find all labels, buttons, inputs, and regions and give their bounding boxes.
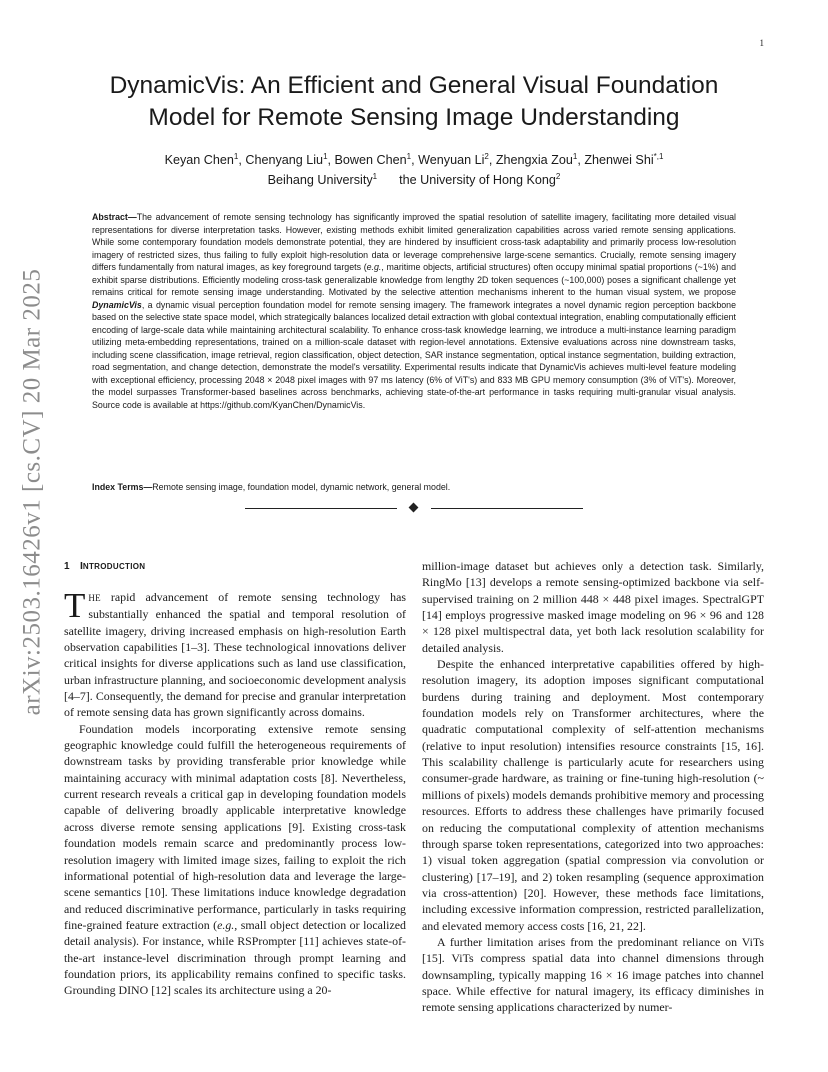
section-heading-introduction — [64, 558, 406, 575]
author-affil-mark: 1 — [406, 152, 412, 161]
abstract — [92, 211, 736, 411]
index-terms-text: Remote sensing image, foundation model, dynamic network, general model. — [152, 482, 451, 492]
author-affil-mark: 1 — [233, 152, 239, 161]
author-affil-mark: 1 — [323, 152, 328, 161]
author: Zhengxia Zou — [495, 153, 573, 167]
arxiv-identifier: arXiv:2503.16426v1 [cs.CV] 20 Mar 2025 — [18, 268, 46, 716]
paper-title — [64, 70, 764, 134]
arxiv-watermark — [12, 268, 52, 716]
left-column — [64, 558, 406, 999]
affiliation-mark: 2 — [555, 172, 561, 181]
affiliation: Beihang University — [267, 173, 373, 187]
page-number: 1 — [759, 38, 764, 48]
author-affil-mark: 2 — [484, 152, 489, 161]
author-affil-mark: 1 — [572, 152, 578, 161]
intro-paragraph-2-eg: e.g., — [217, 917, 238, 932]
right-column — [422, 558, 764, 1016]
title-line-1: DynamicVis: An Efficient and General Visual Foundation — [109, 72, 719, 99]
drop-cap-smallcaps: HE — [88, 593, 101, 603]
author: Wenyuan Li — [418, 153, 485, 167]
author: Zhenwei Shi — [584, 153, 654, 167]
intro-paragraph-3: Despite the enhanced interpretative capabilities offered by high-resolution imagery, its adoption imposes significant computational burdens during training and deployment. Most contemporary foundation models rely on Transformer architectures, where the quadratic computational complexity of self-attention mechanisms (relative to input resolution) intensifies resource constraints [15, 16]. This scalability challenge is particularly acute for researchers using consumer-grade hardware, as training or fine-tuning high-resolution (~ millions of pixels) models demands prohibitive memory and processing resources. Efforts to address these challenges have primarily focused on reducing the computational complexity of attention mechanisms through sparse token representations, categorized into two approaches: 1) visual token aggregation (spatial compression via convolution or clustering) [17–19], and 2) token resampling (sequence approximation via cross-attention) [20]. However, these methods face limitations, including excessive information compression, restricted parallelization, and elevated memory access costs [16, 21, 22]. — [422, 657, 764, 933]
divider-diamond-icon — [409, 503, 419, 513]
abstract-label: Abstract — [92, 212, 128, 222]
author: Chenyang Liu — [245, 153, 324, 167]
abstract-text-2: , maritime objects, artificial structures) often occupy minimal spatial proportions (~1%) and exhibit sparse distributions. Efficiently modeling cross-task generalizable knowledge from lengthy 2D token sequences (~100,000) poses a significant challenge yet remains critical for remote sensing image understanding. Motivated by the selective attention mechanisms inherent to the human visual system, we propose — [92, 262, 736, 297]
abstract-model-name: DynamicVis — [92, 299, 142, 310]
abstract-eg: e.g. — [366, 262, 382, 272]
divider-line-left — [245, 508, 397, 509]
abstract-dash: — — [127, 212, 137, 222]
section-title-initial: I — [80, 560, 83, 572]
intro-paragraph-1-text: rapid advancement of remote sensing technology has substantially enhanced the spatial and temporal resolution of satellite imagery, driving increased emphasis on high-resolution Earth observation capabilities [1–3]. These technological innovations deliver critical insights for diverse applications such as land use classification, urban infrastructure planning, and socioeconomic development analysis [4–7]. Consequently, the demand for precise and granular interpretation of remote sensing data has grown significantly across domains. — [64, 590, 406, 720]
affiliation: the University of Hong Kong — [399, 173, 556, 187]
index-terms-dash: — — [143, 482, 153, 492]
abstract-text-3: , a dynamic visual perception foundation model for remote sensing imagery. The framework integrates a novel dynamic region perception backbone based on the selective state space model, which strategically balances localized detail extraction with global contextual integration, enabling computationally efficient encoding of large-scale data while maintaining architectural scalability. To enhance cross-task knowledge learning, we introduce a multi-instance learning paradigm utilizing meta-embedding representations, trained on a million-scale dataset with region-level annotations. Extensive evaluations across nine downstream tasks, including scene classification, image retrieval, region classification, object detection, SAR instance segmentation, optical instance segmentation, building extraction, road segmentation, and change detection, demonstrate the model's versatility. Experimental results indicate that DynamicVis achieves multi-level feature modeling with exceptional efficiency, processing 2048 × 2048 pixel images with 97 ms latency (6% of ViT's) and 833 MB GPU memory consumption (3% of ViT's). Moreover, the model surpasses Transformer-based baselines across benchmarks, achieving state-of-the-art performance in tasks requiring multi-granular visual analysis. Source code is available at https://github.com/KyanChen/DynamicVis. — [92, 299, 736, 410]
affiliation-list — [64, 170, 764, 190]
intro-paragraph-1 — [64, 586, 406, 721]
intro-paragraph-2-text-b: small object detection or localized detail analysis). For instance, while RSPrompter [11] achieves state-of-the-art instance-level discrimination through prompt learning and foundation priors, its applicability remains confined to specific tasks. Grounding DINO [12] scales its architecture using a 20- — [64, 917, 406, 998]
divider-line-right — [431, 508, 583, 509]
index-terms-label: Index Terms — [92, 482, 144, 492]
author-list: Keyan Chen$^1$, Chenyang Liu$^1$, Bowen Chen$^1$, Wenyuan Li$^2$, Zhengxia Zou$^1$, Zhenwei Shi$^{*,1}$ — [164, 152, 664, 167]
section-number: 1 — [64, 561, 70, 572]
intro-paragraph-2 — [64, 721, 406, 999]
affiliation-mark: 1 — [372, 172, 378, 181]
intro-paragraph-2-continued: million-image dataset but achieves only a detection task. Similarly, RingMo [13] develops a remote sensing-optimized backbone via self-supervised training on 2 million 448 × 448 pixel images. SpectralGPT [14] employs progressive masked image modeling on 96 × 96 and 128 × 128 pixel multispectral data, yet both lack resolution scalability for detailed analysis. — [422, 559, 764, 655]
title-line-2: Model for Remote Sensing Image Understanding — [148, 104, 680, 131]
intro-paragraph-2-text-a: Foundation models incorporating extensive remote sensing geographic knowledge could fulfill the heterogeneous requirements of downstream tasks by providing transferable prior knowledge while maintaining accuracy with minimal adaptation costs [8]. Nevertheless, current research reveals a critical gap in developing foundation models capable of delivering broadly applicable interpretative knowledge across diverse remote sensing applications [9]. Existing cross-task foundation models remain scarce and predominantly process low-resolution imagery with limited image sizes, failing to exploit the rich informational potential of high-resolution data and leverage the large-scene semantics [10]. These limitations induce knowledge degradation and reduced discriminative performance, particularly in tasks requiring fine-grained feature extraction ( — [64, 721, 406, 932]
drop-cap: T — [64, 586, 86, 625]
intro-paragraph-4: A further limitation arises from the predominant reliance on ViTs [15]. ViTs compress spatial data into channel dimensions through downsampling, typically mapping 16 × 16 image patches into channel space. While effective for natural imagery, its efficacy diminishes in remote sensing applications characterized by numer- — [422, 934, 764, 1015]
author-affil-mark: *,1 — [653, 152, 664, 161]
section-divider — [245, 501, 583, 515]
index-terms — [92, 481, 736, 494]
author: Keyan Chen — [164, 153, 234, 167]
abstract-text-1: The advancement of remote sensing technology has significantly improved the spatial resolution of satellite imagery, facilitating more detailed visual representations for diverse interpretation tasks. However, existing methods exhibit limited generalization capabilities across varied remote sensing applications. While some contemporary foundation models demonstrate potential, they are hindered by insufficient cross-task adaptability and primarily process low-resolution imagery of restricted sizes, thus failing to fully exploit high-resolution data or leverage comprehensive large-scene semantics. Crucially, remote sensing imagery differs fundamentally from natural images, as key foreground targets ( — [92, 212, 736, 272]
author: Bowen Chen — [334, 153, 407, 167]
section-title-rest: NTRODUCTION — [82, 562, 146, 571]
